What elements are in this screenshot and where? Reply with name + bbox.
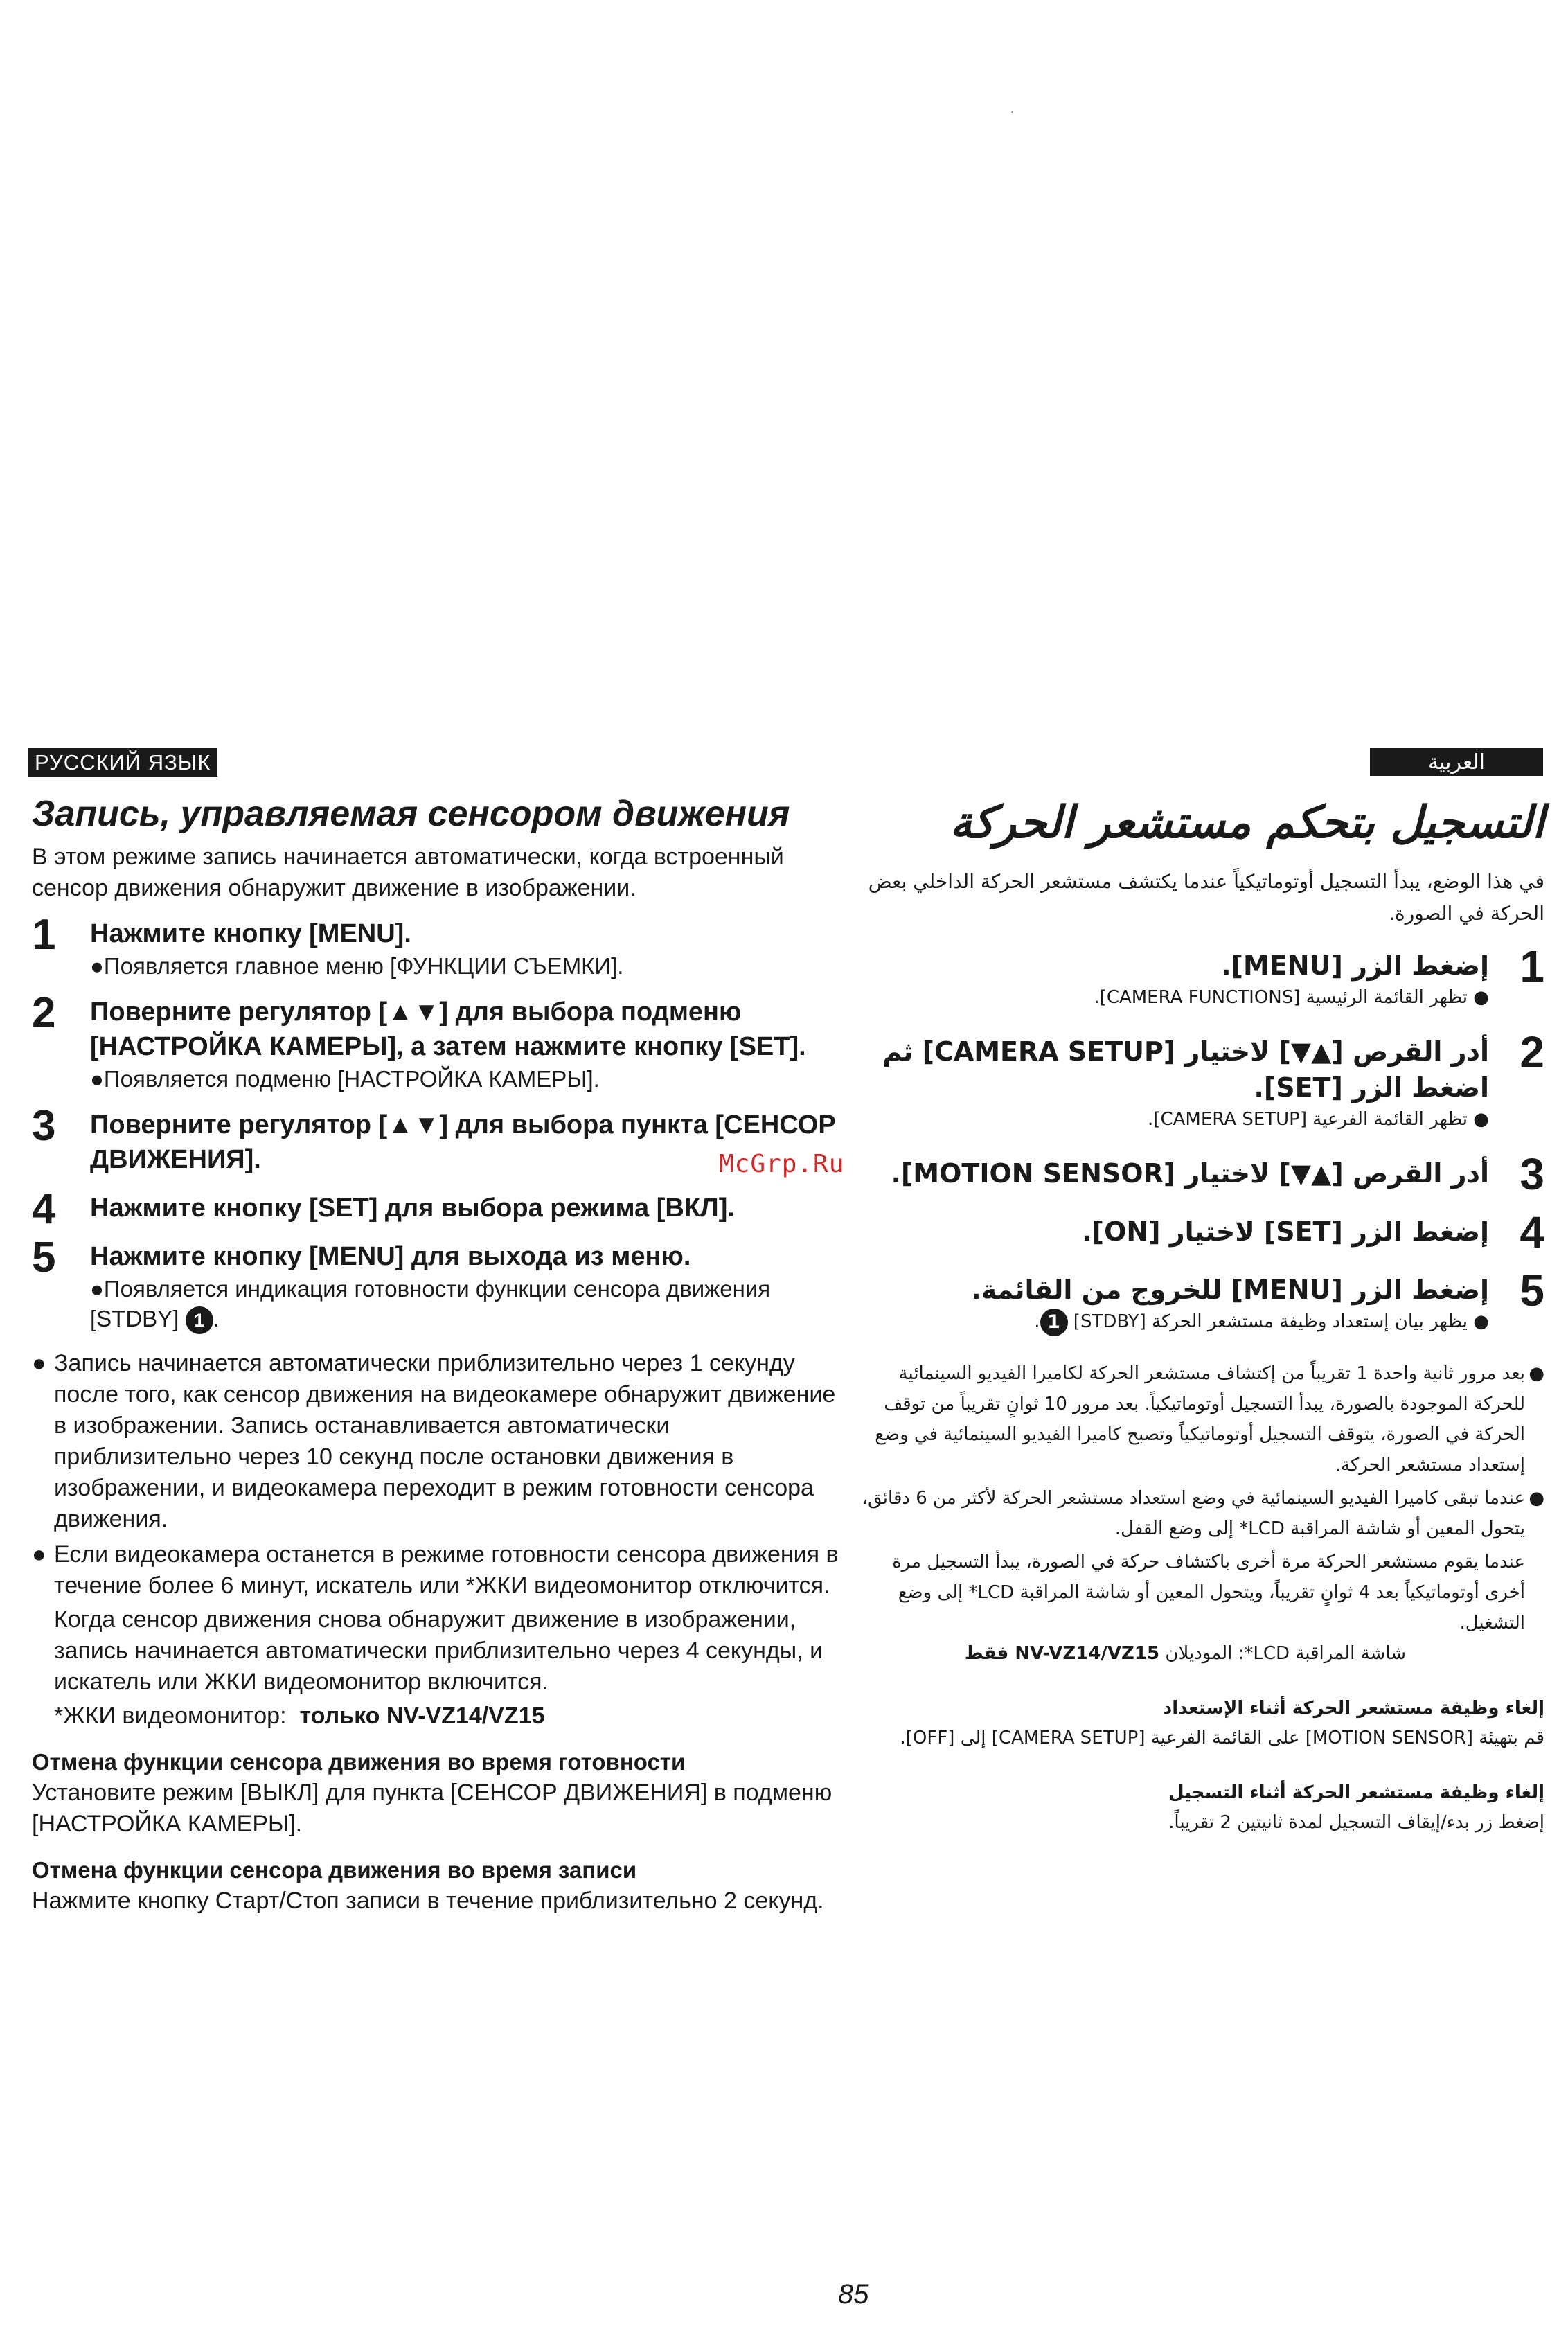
- intro-text-ar: في هذا الوضع، يبدأ التسجيل أوتوماتيكياً عندما يكتشف مستشعر الحركة الداخلي بعض الحركة في الصورة.: [868, 870, 1544, 925]
- step-detail: ●Появляется индикация готовности функции сенсора движения [STDBY] 1 .: [90, 1274, 845, 1334]
- circled-number-icon: 1: [1040, 1309, 1068, 1336]
- bullet-icon: ●: [32, 1350, 46, 1377]
- bullet-icon: ●: [1529, 1487, 1544, 1509]
- step-detail: ●Появляется главное меню [ФУНКЦИИ СЪЕМКИ].: [90, 953, 624, 979]
- footnote-label: *ЖКИ видеомонитор:: [54, 1703, 287, 1730]
- scan-speck: [1011, 111, 1013, 113]
- step-number: 1: [1520, 941, 1544, 991]
- note-text: عندما تبقى كاميرا الفيديو السينمائية في وضع استعداد مستشعر الحركة لأكثر من 6 دقائق، يتحول المعين أو شاشة المراقبة LCD* إلى وضع القفل.: [862, 1487, 1525, 1539]
- step-detail: ●Появляется подменю [НАСТРОЙКА КАМЕРЫ].: [90, 1066, 600, 1092]
- note-extra-text: Когда сенсор движения снова обнаружит движение в изображении, запись начинается автоматически приблизительно через 4 секунды, и искатель или ЖКИ видеомонитор включится.: [54, 1606, 823, 1696]
- step-1: [28, 911, 845, 981]
- page-number: 85: [838, 2279, 869, 2309]
- russian-column: [28, 748, 845, 1917]
- note-text: بعد مرور ثانية واحدة 1 تقريباً من إكتشاف مستشعر الحركة لكاميرا الفيديو السينمائية للحركة الموجودة بالصورة، يبدأ التسجيل أوتوماتيكياً. بعد مرور 10 ثوانٍ تقريباً من توقف الحركة في الصورة، يتوقف التسجيل أوتوماتيكياً وتصبح كاميرا الفيديو السينمائية في وضع إستعداد مستشعر الحركة.: [875, 1363, 1525, 1475]
- step-number: 4: [32, 1185, 56, 1233]
- note-auto-start-ar: [859, 1358, 1544, 1480]
- step-heading: أدر القرص [▲▼] لاختيار [CAMERA SETUP] ثم اضغط الزر [SET].: [882, 1036, 1489, 1103]
- cancel-recording-heading: Отмена функции сенсора движения во время записи: [32, 1857, 637, 1883]
- intro-text-ru: В этом режиме запись начинается автоматически, когда встроенный сенсор движения обнаружит движение в изображении.: [32, 844, 784, 901]
- step-number: 3: [1520, 1149, 1544, 1199]
- note-extra-text-ar: عندما يقوم مستشعر الحركة مرة أخرى باكتشاف حركة في الصورة، يبدأ التسجيل مرة أخرى أوتوماتيكياً بعد 4 ثوانٍ تقريباً، ويتحول المعين أو شاشة المراقبة LCD* إلى وضع التشغيل.: [892, 1551, 1525, 1633]
- circled-number-icon: 1: [186, 1306, 213, 1334]
- step-4: [28, 1185, 845, 1233]
- note-text: Если видеокамера останется в режиме готовности сенсора движения в течение более 6 минут, искатель или *ЖКИ видеомонитор отключится.: [54, 1541, 839, 1599]
- note-standby-timeout: [32, 1539, 845, 1732]
- step-heading: Поверните регулятор [▲▼] для выбора пункта [СЕНСОР ДВИЖЕНИЯ].: [90, 1110, 836, 1174]
- language-badge-ru: РУССКИЙ ЯЗЫК: [28, 748, 217, 777]
- note-auto-start: [32, 1348, 845, 1535]
- step-detail-text: ●Появляется индикация готовности функции сенсора движения [STDBY]: [90, 1276, 771, 1331]
- step-heading: Нажмите кнопку [MENU].: [90, 919, 411, 948]
- step-2: [28, 989, 845, 1094]
- step-number: 2: [1520, 1027, 1544, 1077]
- arabic-column: [859, 748, 1544, 1838]
- step-heading: إضغط الزر [SET] لاختيار [ON].: [1082, 1216, 1489, 1247]
- step-number: 2: [32, 989, 56, 1037]
- cancel-standby-text-ar: قم بتهيئة [MOTION SENSOR] على القائمة الفرعية [CAMERA SETUP] إلى [OFF].: [900, 1727, 1544, 1748]
- section-title-ar: التسجيل بتحكم مستشعر الحركة: [950, 797, 1544, 849]
- step-detail-text: ● يظهر بيان إستعداد وظيفة مستشعر الحركة [STDBY]: [1073, 1311, 1489, 1332]
- bullet-icon: ●: [1529, 1363, 1544, 1384]
- cancel-recording-heading-ar: إلغاء وظيفة مستشعر الحركة أثناء التسجيل: [1168, 1782, 1544, 1803]
- step-number: 4: [1520, 1207, 1544, 1257]
- footnote-ar: [859, 1638, 1544, 1669]
- step-1-ar: [859, 941, 1544, 1011]
- cancel-standby-heading-ar: إلغاء وظيفة مستشعر الحركة أثناء الإستعداد: [1162, 1697, 1544, 1719]
- step-number: 1: [32, 911, 56, 959]
- step-heading: Нажмите кнопку [SET] для выбора режима [ВКЛ].: [90, 1194, 735, 1223]
- step-heading: أدر القرص [▲▼] لاختيار [MOTION SENSOR].: [891, 1158, 1489, 1189]
- note-text: Запись начинается автоматически приблизительно через 1 секунду после того, как сенсор движения на видеокамере обнаружит движение в изображении. Запись останавливается автоматически приблизительно через 10 секунд после остановки движения в изображении, и видеокамера переходит в режим готовности сенсора движения.: [54, 1350, 836, 1533]
- step-detail: ● تظهر القائمة الفرعية [CAMERA SETUP].: [1148, 1109, 1489, 1130]
- note-standby-timeout-ar: [859, 1483, 1544, 1544]
- step-detail: ● يظهر بيان إستعداد وظيفة مستشعر الحركة [STDBY] 1.: [859, 1308, 1489, 1336]
- footnote-label: شاشة المراقبة LCD*: الموديلان: [1165, 1642, 1406, 1664]
- step-detail: ● تظهر القائمة الرئيسية [CAMERA FUNCTIONS].: [1094, 987, 1489, 1008]
- watermark: McGrp.Ru: [719, 1150, 845, 1178]
- step-heading: إضغط الزر [MENU] للخروج من القائمة.: [971, 1275, 1489, 1305]
- step-number: 5: [1520, 1266, 1544, 1315]
- language-badge-ar: العربية: [1370, 748, 1543, 776]
- step-heading: إضغط الزر [MENU].: [1221, 950, 1489, 981]
- footnote-models: NV-VZ14/VZ15 فقط: [964, 1642, 1160, 1664]
- step-2-ar: [859, 1027, 1544, 1133]
- footnote-models: только NV-VZ14/VZ15: [299, 1703, 545, 1730]
- step-heading: Поверните регулятор [▲▼] для выбора подменю [НАСТРОЙКА КАМЕРЫ], а затем нажмите кнопку [SET].: [90, 997, 806, 1061]
- cancel-standby-text: Установите режим [ВЫКЛ] для пункта [СЕНСОР ДВИЖЕНИЯ] в подменю [НАСТРОЙКА КАМЕРЫ].: [32, 1780, 832, 1838]
- cancel-standby-heading: Отмена функции сенсора движения во время готовности: [32, 1749, 686, 1775]
- step-3-ar: [859, 1149, 1544, 1199]
- step-5: [28, 1234, 845, 1334]
- step-number: 3: [32, 1102, 56, 1150]
- step-5-ar: [859, 1266, 1544, 1336]
- cancel-recording-text-ar: إضغط زر بدء/إيقاف التسجيل لمدة ثانيتين 2 تقريباً.: [1168, 1811, 1544, 1833]
- section-title-ru: Запись, управляемая сенсором движения: [32, 794, 790, 834]
- step-number: 5: [32, 1234, 56, 1281]
- bullet-icon: ●: [32, 1541, 46, 1568]
- step-heading: Нажмите кнопку [MENU] для выхода из меню.: [90, 1242, 691, 1271]
- step-4-ar: [859, 1207, 1544, 1257]
- cancel-recording-text: Нажмите кнопку Старт/Стоп записи в течение приблизительно 2 секунд.: [32, 1888, 824, 1915]
- footnote: [54, 1701, 845, 1732]
